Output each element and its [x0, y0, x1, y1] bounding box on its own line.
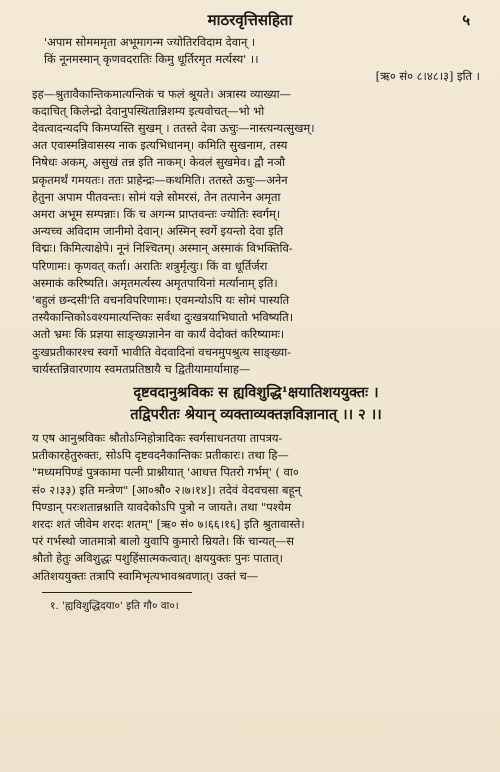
commentary-line: पिण्डान् परःशतान्नश्नाति यावदेकोऽपि पुत्रो न जायते। तथा "पश्येम — [32, 499, 292, 514]
text-line: हेतुना अपाम पीतवन्तः। सोमं यज्ञे सोमरसं, तेन तत्पानेन अमृता — [32, 189, 281, 204]
text-line: अमरा अभूम सम्पन्नाः। किं च अगन्म प्राप्तवन्तः ज्योतिः स्वर्गम्। — [32, 207, 281, 222]
commentary-line: प्रतीकारहेतुरुक्तः, सोऽपि दृष्टवदनैकान्तिकः प्रतीकारः। तथा हि— — [32, 448, 289, 463]
text-line: प्रकृतमर्थं गमयतः। ततः प्राहेन्द्रः—कथमिति। ततस्ते ऊचुः—अनेन — [32, 172, 288, 187]
text-line: कदाचित् किलेन्द्रो देवानुपस्थितान्निशम्य इत्यवोचत्—भो भो — [32, 103, 265, 118]
page-number: ५ — [462, 11, 470, 29]
verse-citation: [ऋ० सं० ८।४८।३] इति । — [375, 69, 480, 84]
text-line: अतो भ्रमः किं प्रज्ञया साङ्ख्यज्ञानेन वा कार्यं वेदोक्तं करिष्यामः। — [32, 327, 285, 342]
karika-line-2: तद्विपरीतः श्रेयान् व्यक्ताव्यक्तज्ञविज्ञानात् ।। २ ।। — [130, 406, 382, 424]
text-line: दुःखप्रतीकारश्च स्वर्गो भावीति वेदवादिनां वचनमुपश्रुत्य साङ्ख्या- — [32, 344, 291, 359]
commentary-line: श्रौतो हेतुः अविशुद्धः पशुहिंसात्मकत्वात्। क्षययुक्तः पुनः पातात्। — [32, 551, 283, 566]
running-title: माठरवृत्तिसहिता — [207, 11, 293, 29]
footnote: १. 'ह्यविशुद्धिदया०' इति गौ० वा०। — [50, 599, 179, 612]
commentary-line: सं० २।३३) इति मन्त्रेण" [आ०श्रौ० २।७।१४]। तदेवं वेदवचसा बहून् — [32, 482, 301, 497]
page-body — [32, 34, 480, 614]
text-line: तस्यैकान्तिकोऽवश्यमात्यन्तिकः सर्वथा दुःखत्रयाभिघातो भविष्यति। — [32, 310, 294, 325]
text-line: अस्माकं करिष्यति। अमृतमर्त्यस्य अमृतपायिनां मर्त्यानाम् इति। — [32, 275, 278, 290]
verse-line-1: 'अपाम सोमममृता अभूमागन्म ज्योतिरविदाम देवान् । — [44, 35, 256, 49]
footnote-separator — [42, 592, 192, 593]
text-line: 'बहुलं छन्दसी'ति वचनविपरिणामः। एवमन्योऽपि यः सोमं पास्यति — [32, 293, 290, 308]
text-line: इह—श्रुतावैकान्तिकमात्यन्तिकं च फलं श्रूयते। अत्रास्य व्याख्या— — [32, 86, 292, 101]
page-header — [0, 10, 500, 34]
commentary-line: परं गर्भस्थो जातमात्रो बालो युवापि कुमारो म्रियते। किं चान्यत्—स — [32, 534, 295, 549]
karika-line-1: दृष्टवदानुश्रविकः स ह्यविशुद्धि¹क्षयातिशययुक्तः । — [133, 384, 379, 402]
text-line: चार्यस्तन्निवारणाय स्वमतप्रतिष्ठायै च द्वितीयामार्यामाह— — [32, 361, 251, 376]
commentary-line: "मध्यमपिण्डं पुत्रकामा पत्नी प्राश्नीयात् 'आधत्त पितरो गर्भम्' ( वा० — [32, 465, 299, 480]
text-line: देवत्वादन्यदपि किमप्यस्ति सुखम् । ततस्ते देवा ऊचुः—नास्त्यन्यत्सुखम्। — [32, 121, 315, 136]
text-line: अत एवास्मन्निवासस्य नाक इत्यभिधानम्। कमिति सुखनाम, तस्य — [32, 138, 288, 153]
verse-line-2: किं नूनमस्मान् कृणवदरातिः किमु धूर्तिरमृत मर्त्यस्य' ।। — [44, 52, 259, 67]
text-line: विद्मः। किमित्याक्षेपे। नूनं निश्चितम्। अस्मान् अस्माकं विभक्तिवि- — [32, 241, 293, 256]
commentary-line: शरदः शतं जीवेम शरदः शतम्" [ऋ० सं० ७।६६।१६] इति श्रुतावास्ते। — [32, 517, 305, 532]
text-line: निषेधः अकम्, असुखं तन्न इति नाकम्। केवलं सुखमेव। द्वौ नञौ — [32, 155, 286, 170]
commentary-line: अतिशययुक्तः तत्रापि स्वामिभृत्यभावश्रवणात्। उक्तं च— — [32, 568, 259, 583]
text-line: परिणामः। कृणवत् कर्ता। अरातिः शत्रुर्मृत्युः। किं वा धूर्तिर्जरा — [32, 258, 268, 273]
text-line: अन्यच्च अविदाम जानीमो देवान्। अस्मिन् स्वर्गे इयन्तो देवा इति — [32, 224, 284, 239]
commentary-line: य एष आनुश्रविकः श्रौतोऽग्निहोत्रादिकः स्वर्गसाधनतया तापत्रय- — [32, 431, 283, 446]
